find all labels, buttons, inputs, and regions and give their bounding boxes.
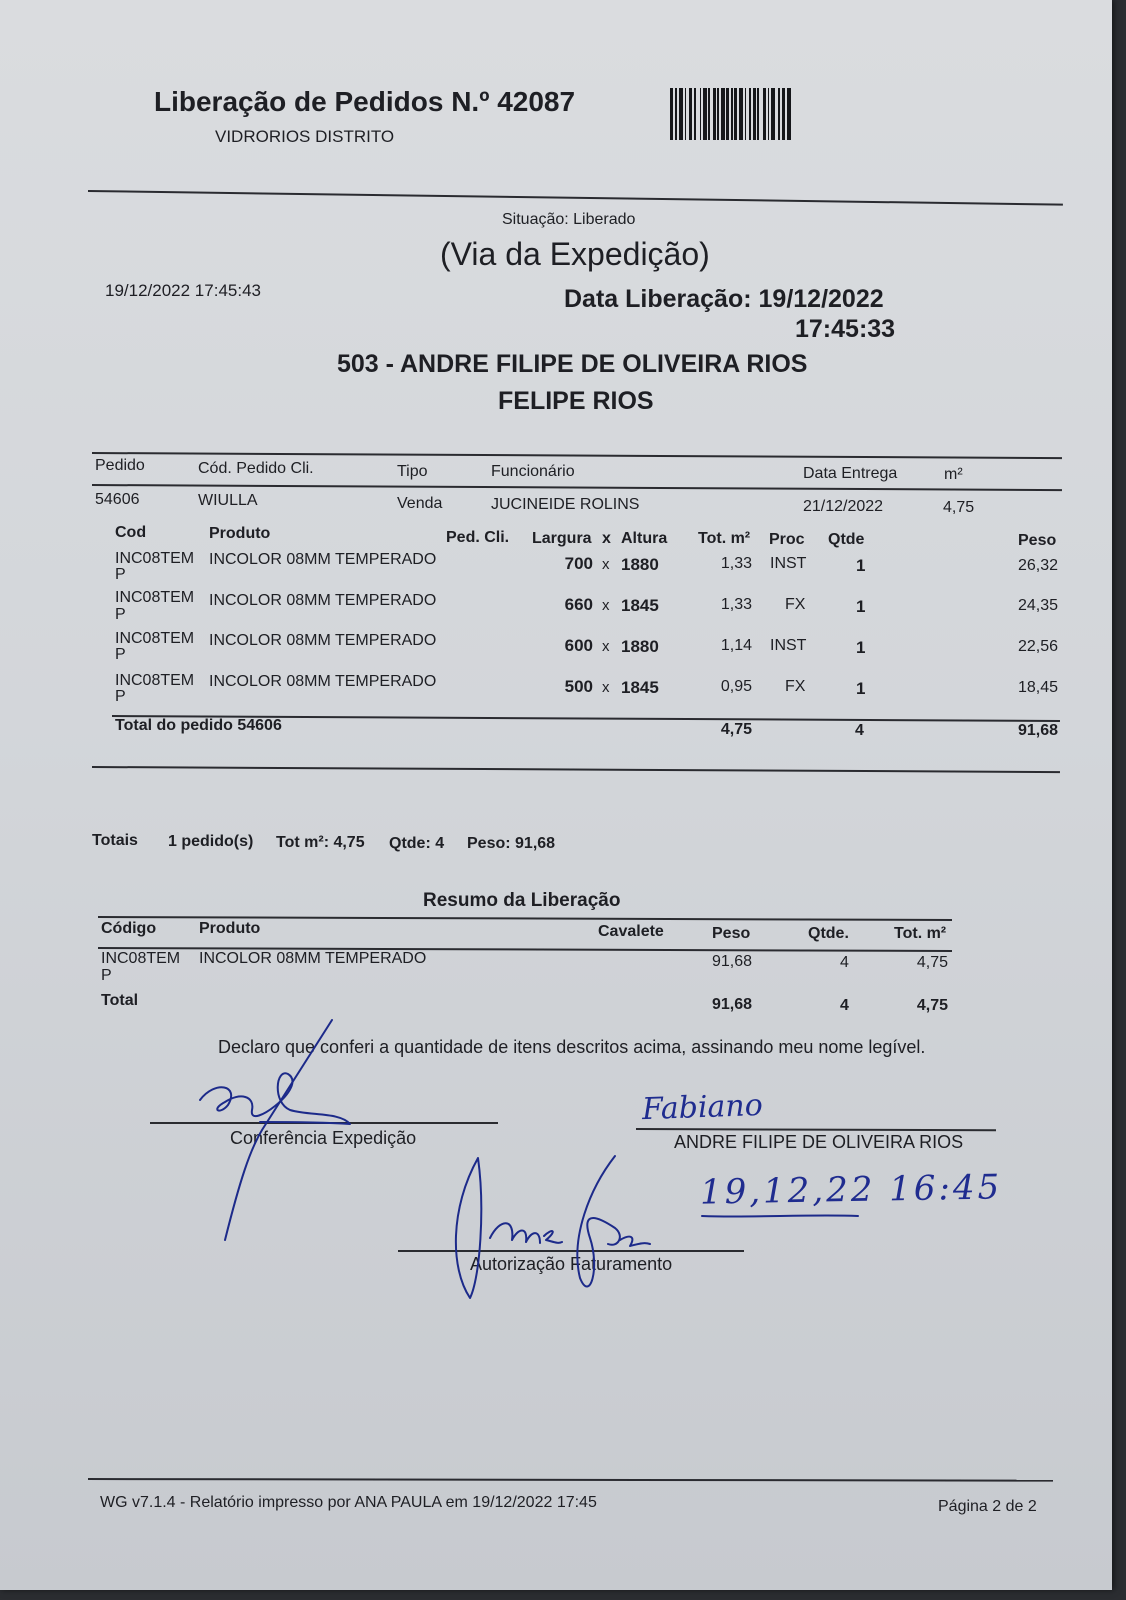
summary-total-tot-m2: 4,75 bbox=[916, 997, 948, 1014]
item-col-x: x bbox=[602, 530, 611, 547]
client-handwritten-name: Fabiano bbox=[641, 1087, 764, 1128]
summary-col-qtde: Qtde. bbox=[808, 925, 849, 942]
item-produto: INCOLOR 08MM TEMPERADO bbox=[209, 632, 437, 649]
client-signature-label: ANDRE FILIPE DE OLIVEIRA RIOS bbox=[674, 1132, 964, 1152]
item-peso: 22,56 bbox=[1017, 638, 1058, 655]
item-x: x bbox=[602, 638, 610, 655]
release-time: 17:45:33 bbox=[795, 315, 896, 343]
item-col-ped-cli: Ped. Cli. bbox=[446, 529, 510, 546]
item-produto: INCOLOR 08MM TEMPERADO bbox=[209, 673, 437, 690]
item-largura: 660 bbox=[564, 595, 593, 614]
order-total-label: Total do pedido 54606 bbox=[115, 717, 282, 734]
summary-col-peso: Peso bbox=[712, 925, 751, 942]
printed-datetime: 19/12/2022 17:45:43 bbox=[105, 281, 261, 300]
order-total-m2: 4,75 bbox=[720, 721, 752, 738]
item-largura: 600 bbox=[564, 636, 593, 655]
order-cod-pedido-cli: WIULLA bbox=[198, 492, 258, 509]
release-date: Data Liberação: 19/12/2022 bbox=[564, 285, 884, 313]
item-proc: INST bbox=[770, 555, 807, 572]
item-col-qtde: Qtde bbox=[828, 531, 865, 548]
totals-label: Totais bbox=[92, 832, 138, 849]
order-tipo: Venda bbox=[397, 495, 443, 512]
order-header-divider bbox=[92, 484, 1062, 491]
col-pedido: Pedido bbox=[95, 457, 145, 474]
item-col-tot-m2: Tot. m² bbox=[698, 530, 751, 547]
item-tot-m2: 0,95 bbox=[720, 678, 752, 695]
client-nickname: FELIPE RIOS bbox=[498, 387, 654, 415]
summary-col-produto: Produto bbox=[199, 920, 261, 937]
item-proc: FX bbox=[785, 596, 806, 613]
header-divider bbox=[88, 190, 1063, 205]
item-col-proc: Proc bbox=[769, 531, 805, 548]
item-x: x bbox=[602, 597, 610, 614]
company-name: VIDRORIOS DISTRITO bbox=[215, 127, 395, 146]
totals-peso: Peso: 91,68 bbox=[467, 835, 556, 852]
item-cod: INC08TEM bbox=[115, 672, 195, 689]
summary-tot-m2: 4,75 bbox=[916, 954, 948, 971]
order-total-qtde: 4 bbox=[855, 722, 864, 739]
summary-total-label: Total bbox=[101, 992, 139, 1009]
handwritten-date-underline bbox=[700, 1212, 860, 1220]
item-peso: 26,32 bbox=[1017, 557, 1058, 574]
summary-qtde: 4 bbox=[840, 954, 849, 971]
document-title: Liberação de Pedidos N.º 42087 bbox=[154, 86, 576, 117]
item-qtde: 1 bbox=[856, 597, 866, 616]
col-m2: m² bbox=[944, 466, 963, 483]
conferencia-label: Conferência Expedição bbox=[230, 1128, 417, 1148]
item-tot-m2: 1,33 bbox=[720, 596, 752, 613]
barcode-icon bbox=[670, 88, 842, 140]
item-cod: INC08TEM bbox=[115, 630, 195, 647]
item-col-altura: Altura bbox=[621, 530, 668, 547]
item-produto: INCOLOR 08MM TEMPERADO bbox=[209, 592, 437, 609]
summary-codigo-suffix: P bbox=[101, 967, 112, 984]
item-col-peso: Peso bbox=[1018, 532, 1057, 549]
order-table-bottom-border bbox=[92, 766, 1060, 773]
order-pedido: 54606 bbox=[95, 491, 140, 508]
summary-title: Resumo da Liberação bbox=[423, 890, 621, 911]
item-cod-suffix: P bbox=[115, 566, 126, 583]
summary-peso: 91,68 bbox=[711, 953, 752, 970]
item-qtde: 1 bbox=[856, 638, 866, 657]
item-proc: FX bbox=[785, 678, 806, 695]
col-funcionario: Funcionário bbox=[491, 463, 575, 480]
item-cod: INC08TEM bbox=[115, 550, 195, 567]
status-text: Situação: Liberado bbox=[502, 211, 636, 228]
conferencia-signature-icon bbox=[180, 1010, 380, 1250]
summary-col-tot-m2: Tot. m² bbox=[894, 925, 947, 942]
autorizacao-signature-icon bbox=[440, 1148, 660, 1308]
declaration-text: Declaro que conferi a quantidade de itens descritos acima, assinando meu nome legível. bbox=[218, 1037, 926, 1057]
via-label: (Via da Expedição) bbox=[440, 236, 710, 272]
autorizacao-label: Autorização Faturamento bbox=[470, 1254, 673, 1274]
summary-total-peso: 91,68 bbox=[711, 996, 752, 1013]
item-largura: 700 bbox=[564, 554, 593, 573]
item-proc: INST bbox=[770, 637, 807, 654]
order-data-entrega: 21/12/2022 bbox=[803, 498, 884, 515]
client-name: 503 - ANDRE FILIPE DE OLIVEIRA RIOS bbox=[337, 350, 808, 378]
item-col-cod: Cod bbox=[115, 524, 147, 541]
item-cod-suffix: P bbox=[115, 646, 126, 663]
col-tipo: Tipo bbox=[397, 463, 428, 480]
summary-col-codigo: Código bbox=[101, 920, 157, 937]
totals-pedidos: 1 pedido(s) bbox=[168, 833, 254, 850]
item-altura: 1880 bbox=[621, 555, 659, 574]
item-altura: 1845 bbox=[621, 596, 659, 615]
order-table-top-border bbox=[92, 452, 1062, 459]
footer-divider bbox=[88, 1478, 1053, 1481]
handwritten-date: 19,12,22 16:45 bbox=[699, 1167, 1003, 1213]
order-m2: 4,75 bbox=[943, 499, 975, 516]
col-cod-pedido-cli: Cód. Pedido Cli. bbox=[198, 460, 314, 477]
item-qtde: 1 bbox=[856, 556, 866, 575]
item-produto: INCOLOR 08MM TEMPERADO bbox=[209, 551, 437, 568]
col-data-entrega: Data Entrega bbox=[803, 465, 898, 482]
summary-col-cavalete: Cavalete bbox=[598, 923, 664, 940]
totals-tot-m2: Tot m²: 4,75 bbox=[276, 834, 365, 851]
order-funcionario: JUCINEIDE ROLINS bbox=[491, 496, 640, 513]
item-col-produto: Produto bbox=[209, 525, 271, 542]
item-tot-m2: 1,33 bbox=[720, 555, 752, 572]
item-cod-suffix: P bbox=[115, 688, 126, 705]
footer-page-number: Página 2 de 2 bbox=[938, 1498, 1037, 1515]
item-altura: 1845 bbox=[621, 678, 659, 697]
footer-printed-by: WG v7.1.4 - Relatório impresso por ANA PAULA em 19/12/2022 17:45 bbox=[100, 1494, 597, 1511]
item-largura: 500 bbox=[564, 677, 593, 696]
summary-total-qtde: 4 bbox=[840, 997, 849, 1014]
item-x: x bbox=[602, 679, 610, 696]
item-tot-m2: 1,14 bbox=[720, 637, 752, 654]
item-qtde: 1 bbox=[856, 679, 866, 698]
signature-line-client bbox=[636, 1128, 996, 1131]
summary-produto: INCOLOR 08MM TEMPERADO bbox=[199, 950, 427, 967]
summary-codigo: INC08TEM bbox=[101, 950, 181, 967]
item-peso: 24,35 bbox=[1017, 597, 1058, 614]
item-col-largura: Largura bbox=[532, 530, 592, 547]
order-total-peso: 91,68 bbox=[1017, 722, 1058, 739]
item-x: x bbox=[602, 556, 610, 573]
totals-qtde: Qtde: 4 bbox=[389, 835, 445, 852]
item-altura: 1880 bbox=[621, 637, 659, 656]
item-peso: 18,45 bbox=[1017, 679, 1058, 696]
item-cod-suffix: P bbox=[115, 606, 126, 623]
item-cod: INC08TEM bbox=[115, 589, 195, 606]
